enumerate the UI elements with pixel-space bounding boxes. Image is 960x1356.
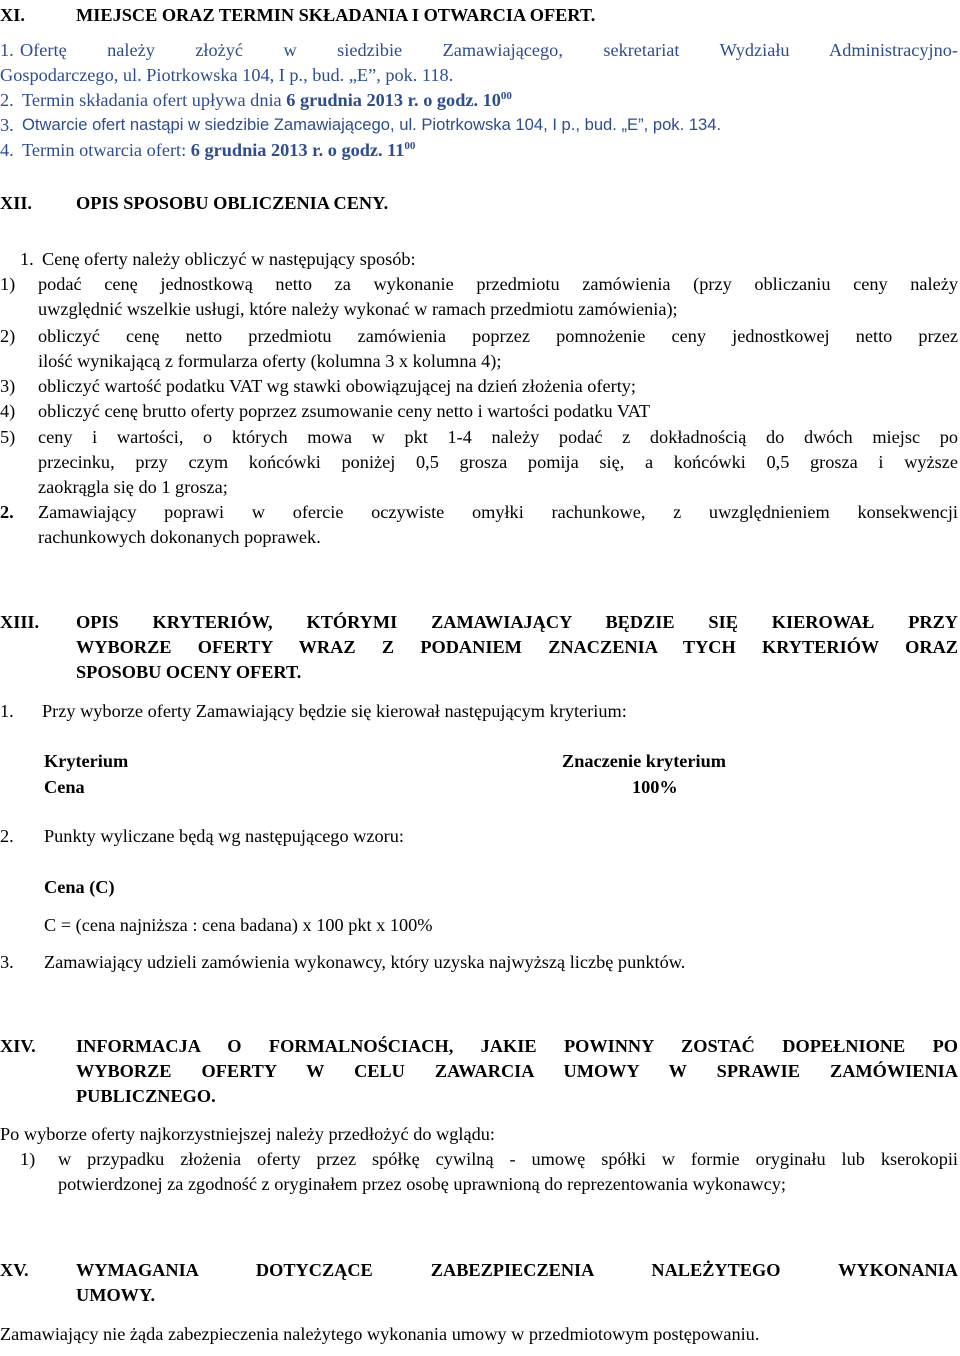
paragraph: Przy wyborze oferty Zamawiający będzie się kierował następującym kryterium:: [42, 701, 627, 721]
paragraph: Po wyborze oferty najkorzystniejszej należy przedłożyć do wglądu:: [0, 1124, 495, 1144]
section-xiii-heading: SPOSOBU OCENY OFERT.: [76, 662, 302, 682]
list-item-text: Ofertę należy złożyć w siedzibie Zamawiającego, sekretariat Wydziału Administracyjno-: [20, 40, 958, 60]
criteria-cell-weight: 100%: [632, 777, 678, 797]
list-item-text: potwierdzonej za zgodność z oryginałem przez osobę uprawnioną do reprezentowania wykonawcy;: [58, 1174, 786, 1194]
section-xi-number: XI.: [0, 5, 25, 25]
list-item-text: zaokrągla się do 1 grosza;: [38, 477, 228, 497]
list-number: 3.: [0, 952, 14, 972]
list-item-text: Termin składania ofert upływa dnia 6 grudnia 2013 r. o godz. $10^{00}$: [22, 90, 512, 110]
section-xi-heading: MIEJSCE ORAZ TERMIN SKŁADANIA I OTWARCIA OFERT.: [76, 5, 596, 25]
list-item-text: Otwarcie ofert nastąpi w siedzibie Zamawiającego, ul. Piotrkowska 104, I p., bud. „E”, pok. 134.: [22, 115, 722, 134]
section-xv-heading: WYMAGANIA DOTYCZĄCE ZABEZPIECZENIA NALEŻYTEGO WYKONANIA: [76, 1260, 958, 1280]
list-number: 1): [20, 1149, 36, 1169]
list-number: 1): [0, 274, 16, 294]
section-xiv-heading: PUBLICZNEGO.: [76, 1086, 216, 1106]
list-number: 3): [0, 376, 16, 396]
section-xiii-heading: WYBORZE OFERTY WRAZ Z PODANIEM ZNACZENIA TYCH KRYTERIÓW ORAZ: [76, 637, 958, 657]
list-number: 5): [0, 427, 16, 447]
list-number: 3.: [0, 115, 14, 135]
formula-label: Cena (C): [44, 877, 115, 897]
list-item-text: w przypadku złożenia oferty przez spółkę cywilną - umowę spółki w formie oryginału lub kserokopii: [58, 1149, 958, 1169]
list-item-text: przecinku, przy czym końcówki poniżej 0,5 grosza pomija się, a końcówki 0,5 grosza i wyższe: [38, 452, 958, 472]
list-item-text: obliczyć cenę brutto oferty poprzez zsumowanie ceny netto i wartości podatku VAT: [38, 401, 651, 421]
list-number: 4.: [0, 140, 14, 160]
list-item-text: podać cenę jednostkową netto za wykonanie przedmiotu zamówienia (przy obliczaniu ceny należy: [38, 274, 958, 294]
criteria-header-criterion: Kryterium: [44, 751, 129, 771]
paragraph: Zamawiający poprawi w ofercie oczywiste omyłki rachunkowe, z uwzględnieniem konsekwencji: [38, 502, 958, 522]
section-xii-number: XII.: [0, 193, 33, 213]
criteria-cell-criterion: Cena: [44, 777, 85, 797]
paragraph: Zamawiający udzieli zamówienia wykonawcy, który uzyska najwyższą liczbę punktów.: [44, 952, 686, 972]
section-xiv-number: XIV.: [0, 1036, 36, 1056]
list-item-text: obliczyć wartość podatku VAT wg stawki obowiązującej na dzień złożenia oferty;: [38, 376, 637, 396]
list-number: 2.: [0, 502, 14, 522]
list-number: 2.: [0, 90, 14, 110]
paragraph: Zamawiający nie żąda zabezpieczenia należytego wykonania umowy w przedmiotowym postępowaniu.: [0, 1324, 760, 1344]
paragraph: Punkty wyliczane będą wg następującego wzoru:: [44, 826, 404, 846]
list-item-text: ceny i wartości, o których mowa w pkt 1-4 należy podać z dokładnością do dwóch miejsc po: [38, 427, 958, 447]
list-number: 2.: [0, 826, 14, 846]
list-item-text: uwzględnić wszelkie usługi, które należy wykonać w ramach przedmiotu zamówienia);: [38, 299, 678, 319]
list-item-text: ilość wynikającą z formularza oferty (kolumna 3 x kolumna 4);: [38, 351, 502, 371]
list-number: 4): [0, 401, 16, 421]
section-xiv-heading: INFORMACJA O FORMALNOŚCIACH, JAKIE POWINNY ZOSTAĆ DOPEŁNIONE PO: [76, 1036, 958, 1056]
paragraph: Cenę oferty należy obliczyć w następujący sposób:: [42, 249, 416, 269]
list-number: 1.: [0, 40, 14, 60]
section-xiv-heading: WYBORZE OFERTY W CELU ZAWARCIA UMOWY W SPRAWIE ZAMÓWIENIA: [76, 1061, 958, 1081]
section-xiii-heading: OPIS KRYTERIÓW, KTÓRYMI ZAMAWIAJĄCY BĘDZIE SIĘ KIEROWAŁ PRZY: [76, 612, 958, 632]
paragraph: rachunkowych dokonanych poprawek.: [38, 527, 321, 547]
list-item-text: Termin otwarcia ofert: 6 grudnia 2013 r. o godz. $11^{00}$: [22, 140, 416, 160]
section-xv-number: XV.: [0, 1260, 29, 1280]
criteria-header-weight: Znaczenie kryterium: [562, 751, 726, 771]
list-number: 1.: [0, 701, 14, 721]
formula: C = (cena najniższa : cena badana) x 100 pkt x 100%: [44, 915, 433, 935]
list-item-text: obliczyć cenę netto przedmiotu zamówienia poprzez pomnożenie ceny jednostkowej netto przez: [38, 326, 958, 346]
list-number: 2): [0, 326, 16, 346]
section-xv-heading: UMOWY.: [76, 1285, 156, 1305]
section-xiii-number: XIII.: [0, 612, 40, 632]
section-xii-heading: OPIS SPOSOBU OBLICZENIA CENY.: [76, 193, 389, 213]
list-item-text: Gospodarczego, ul. Piotrkowska 104, I p., bud. „E”, pok. 118.: [0, 65, 454, 85]
list-number: 1.: [20, 249, 34, 269]
